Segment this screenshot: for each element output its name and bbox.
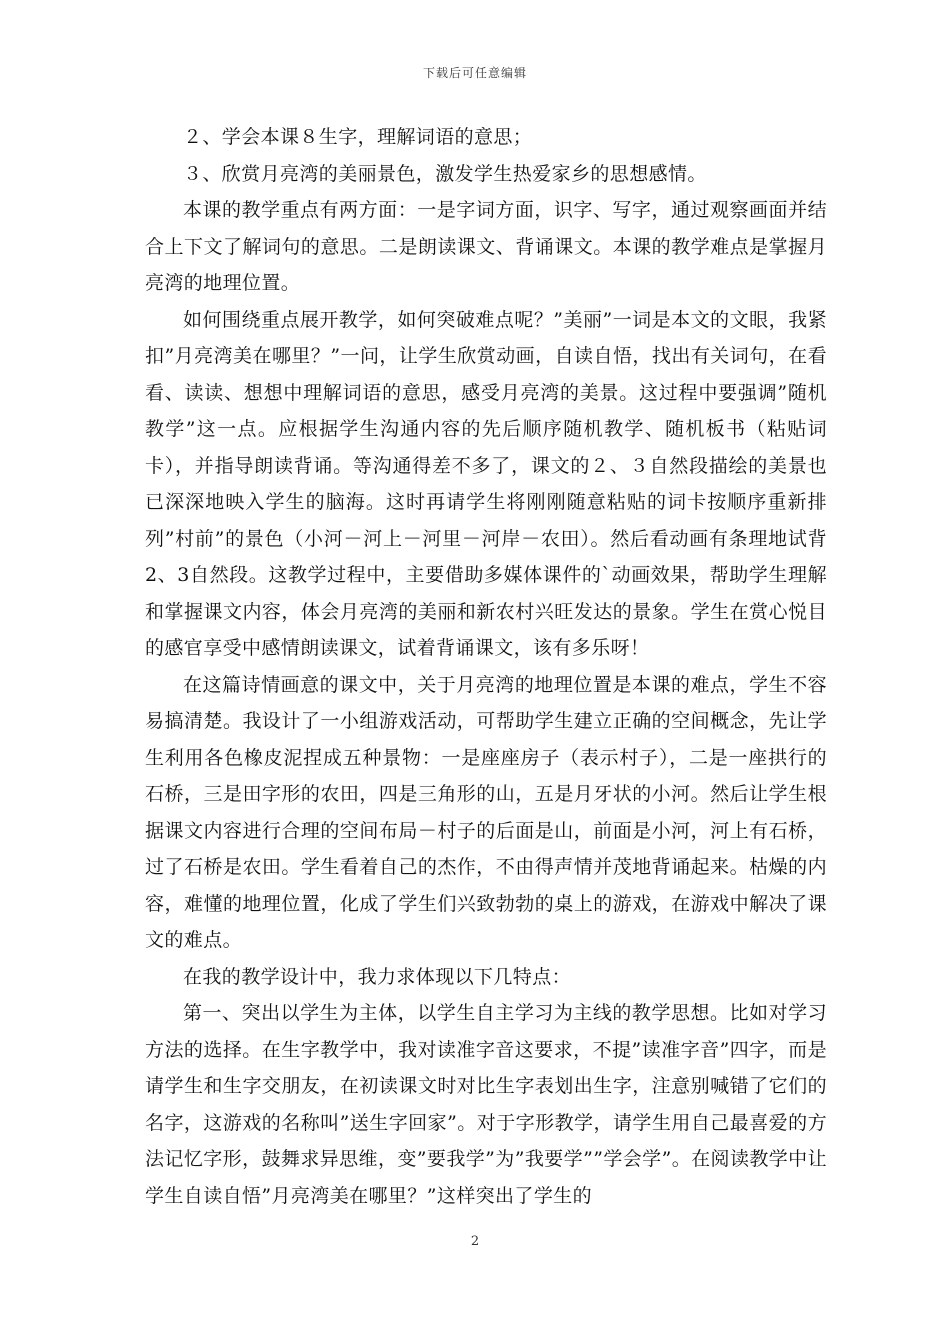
paragraph-feature-one: 第一、突出以学生为主体，以学生自主学习为主线的教学思想。比如对学习方法的选择。在生字教学中，我对读准字音这要求，不提”读准字音”四字，而是请学生和生字交朋友，在初读课文时对比生字表划出生字，注意别喊错了它们的名字，这游戏的名称叫”送生字回家”。对于字形教学，请学生用自己最喜爱的方法记忆字形，鼓舞求异思维，变”要我学”为”我要学””学会学”。在阅读教学中让学生自读自悟”月亮湾美在哪里？”这样突出了学生的 (145, 1002, 827, 1207)
paragraph-design-intro: 在我的教学设计中，我力求体现以下几特点： (183, 965, 572, 988)
page-header: 下载后可任意编辑 (422, 66, 527, 80)
paragraph-objective-3: ３、欣赏月亮湾的美丽景色，激发学生热爱家乡的思想感情。 (183, 162, 707, 185)
paragraph-key-points: 本课的教学重点有两方面：一是字词方面，识字、写字，通过观察画面并结合上下文了解词句的意思。二是朗读课文、背诵课文。本课的教学难点是掌握月亮湾的地理位置。 (145, 199, 827, 294)
page-number: 2 (470, 1234, 480, 1249)
body-text (145, 119, 827, 1214)
paragraph-teaching-approach: 如何围绕重点展开教学，如何突破难点呢？”美丽”一词是本文的文眼，我紧扣”月亮湾美在哪里？”一问，让学生欣赏动画，自读自悟，找出有关词句，在看看、读读、想想中理解词语的意思，感受月亮湾的美景。这过程中要强调”随机教学”这一点。应根据学生沟通内容的先后顺序随机教学、随机板书（粘贴词卡），并指导朗读背诵。等沟通得差不多了，课文的２、３自然段描绘的美景也已深深地映入学生的脑海。这时再请学生将刚刚随意粘贴的词卡按顺序重新排列”村前”的景色（小河－河上－河里－河岸－农田）。然后看动画有条理地试背2、3自然段。这教学过程中，主要借助多媒体课件的`动画效果，帮助学生理解和掌握课文内容，体会月亮湾的美丽和新农村兴旺发达的景象。学生在赏心悦目的感官享受中感情朗读课文，试着背诵课文，该有多乐呀！ (145, 308, 827, 659)
paragraph-objective-2: ２、学会本课８生字，理解词语的意思； (183, 126, 533, 148)
paragraph-difficulty-game: 在这篇诗情画意的课文中，关于月亮湾的地理位置是本课的难点，学生不容易搞清楚。我设计了一小组游戏活动，可帮助学生建立正确的空间概念，先让学生利用各色橡皮泥捏成五种景物：一是座座房子（表示村子），二是一座拱行的石桥，三是田字形的农田，四是三角形的山，五是月牙状的小河。然后让学生根据课文内容进行合理的空间布局－村子的后面是山，前面是小河，河上有石桥，过了石桥是农田。学生看着自己的杰作，不由得声情并茂地背诵起来。枯燥的内容，难懂的地理位置，化成了学生们兴致勃勃的桌上的游戏，在游戏中解决了课文的难点。 (145, 673, 827, 951)
